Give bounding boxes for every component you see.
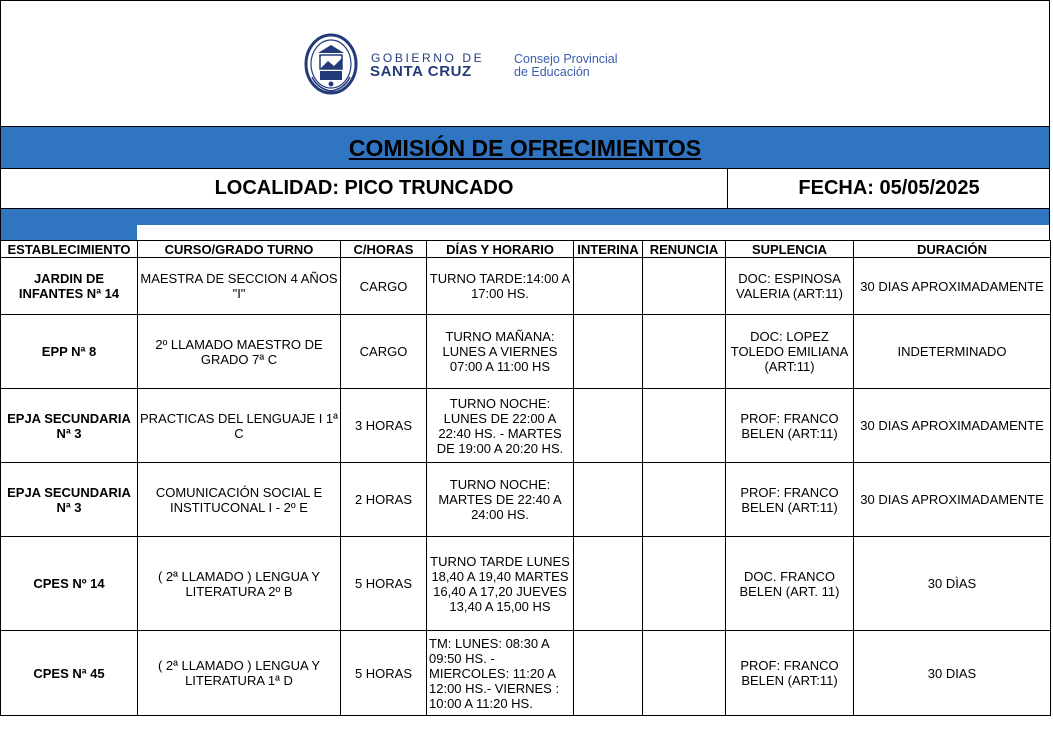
cell-horario: TURNO NOCHE: LUNES DE 22:00 A 22:40 HS. - MARTES DE 19:00 A 20:20 HS.: [427, 389, 574, 463]
cell-interina: [574, 315, 643, 389]
consejo-line2: de Educación: [514, 65, 590, 79]
cell-renuncia: [643, 463, 726, 537]
cell-curso: PRACTICAS DEL LENGUAJE I 1ª C: [138, 389, 341, 463]
gov-line2: SANTA CRUZ: [370, 63, 472, 80]
table-header-row: [1, 241, 1051, 258]
fecha-label: FECHA: 05/05/2025: [727, 169, 1050, 208]
gov-line1: GOBIERNO DE: [371, 51, 485, 65]
cell-renuncia: [643, 258, 726, 315]
localidad-label: LOCALIDAD: PICO TRUNCADO: [214, 177, 514, 199]
cell-horario: TM: LUNES: 08:30 A 09:50 HS. - MIERCOLES: 11:20 A 12:00 HS.- VIERNES : 10:00 A 11:20 HS.: [427, 631, 574, 716]
blue-divider: [0, 209, 1050, 225]
table-row: [1, 463, 1051, 537]
cell-horario: TURNO TARDE LUNES 18,40 A 19,40 MARTES 16,40 A 17,20 JUEVES 13,40 A 15,00 HS: [427, 537, 574, 631]
consejo-line1: Consejo Provincial: [514, 52, 618, 66]
cell-renuncia: [643, 389, 726, 463]
offers-table: [0, 240, 1051, 716]
cell-horario: TURNO NOCHE: MARTES DE 22:40 A 24:00 HS.: [427, 463, 574, 537]
spacer-blue-cell: [1, 225, 137, 240]
col-header: SUPLENCIA: [726, 241, 854, 258]
col-header: DÍAS Y HORARIO: [427, 241, 574, 258]
cell-curso: ( 2ª LLAMADO ) LENGUA Y LITERATURA 1ª D: [138, 631, 341, 716]
cell-establecimiento: EPJA SECUNDARIA Nª 3: [1, 463, 138, 537]
col-header: C/HORAS: [341, 241, 427, 258]
table-row: [1, 258, 1051, 315]
cell-curso: ( 2ª LLAMADO ) LENGUA Y LITERATURA 2º B: [138, 537, 341, 631]
cell-establecimiento: JARDIN DE INFANTES Nª 14: [1, 258, 138, 315]
cell-horas: 5 HORAS: [341, 537, 427, 631]
logo-header: [0, 0, 1050, 127]
cell-horas: 5 HORAS: [341, 631, 427, 716]
cell-interina: [574, 537, 643, 631]
cell-duracion: 30 DÌAS: [854, 537, 1051, 631]
cell-duracion: 30 DIAS APROXIMADAMENTE: [854, 389, 1051, 463]
cell-suplencia: DOC: ESPINOSA VALERIA (ART:11): [726, 258, 854, 315]
cell-suplencia: DOC: LOPEZ TOLEDO EMILIANA (ART:11): [726, 315, 854, 389]
cell-duracion: 30 DIAS APROXIMADAMENTE: [854, 463, 1051, 537]
cell-suplencia: PROF: FRANCO BELEN (ART:11): [726, 389, 854, 463]
cell-horas: CARGO: [341, 258, 427, 315]
cell-horario: TURNO TARDE:14:00 A 17:00 HS.: [427, 258, 574, 315]
col-header: DURACIÓN: [854, 241, 1051, 258]
cell-suplencia: PROF: FRANCO BELEN (ART:11): [726, 631, 854, 716]
cell-interina: [574, 258, 643, 315]
table-row: [1, 315, 1051, 389]
title-bar: [0, 127, 1050, 168]
col-header: RENUNCIA: [643, 241, 726, 258]
col-header: CURSO/GRADO TURNO: [138, 241, 341, 258]
spacer-row: [0, 225, 1050, 240]
cell-establecimiento: CPES Nº 14: [1, 537, 138, 631]
cell-suplencia: PROF: FRANCO BELEN (ART:11): [726, 463, 854, 537]
cell-interina: [574, 389, 643, 463]
cell-suplencia: DOC. FRANCO BELEN (ART. 11): [726, 537, 854, 631]
cell-curso: MAESTRA DE SECCION 4 AÑOS "I": [138, 258, 341, 315]
col-header: ESTABLECIMIENTO: [1, 241, 138, 258]
table-row: [1, 537, 1051, 631]
cell-horas: CARGO: [341, 315, 427, 389]
location-date-row: [0, 168, 1050, 209]
cell-duracion: INDETERMINADO: [854, 315, 1051, 389]
cell-renuncia: [643, 537, 726, 631]
cell-establecimiento: EPJA SECUNDARIA Nª 3: [1, 389, 138, 463]
cell-renuncia: [643, 315, 726, 389]
cell-duracion: 30 DIAS: [854, 631, 1051, 716]
cell-duracion: 30 DIAS APROXIMADAMENTE: [854, 258, 1051, 315]
page-title: COMISIÓN DE OFRECIMIENTOS: [348, 135, 702, 161]
table-row: [1, 631, 1051, 716]
col-header: INTERINA: [574, 241, 643, 258]
table-row: [1, 389, 1051, 463]
cell-horario: TURNO MAÑANA: LUNES A VIERNES 07:00 A 11:00 HS: [427, 315, 574, 389]
cell-horas: 2 HORAS: [341, 463, 427, 537]
cell-horas: 3 HORAS: [341, 389, 427, 463]
santa-cruz-seal-icon: [304, 33, 358, 95]
cell-interina: [574, 463, 643, 537]
cell-interina: [574, 631, 643, 716]
cell-renuncia: [643, 631, 726, 716]
cell-curso: COMUNICACIÓN SOCIAL E INSTITUCONAL I - 2º E: [138, 463, 341, 537]
cell-establecimiento: EPP Nª 8: [1, 315, 138, 389]
cell-curso: 2º LLAMADO MAESTRO DE GRADO 7ª C: [138, 315, 341, 389]
cell-establecimiento: CPES Nª 45: [1, 631, 138, 716]
